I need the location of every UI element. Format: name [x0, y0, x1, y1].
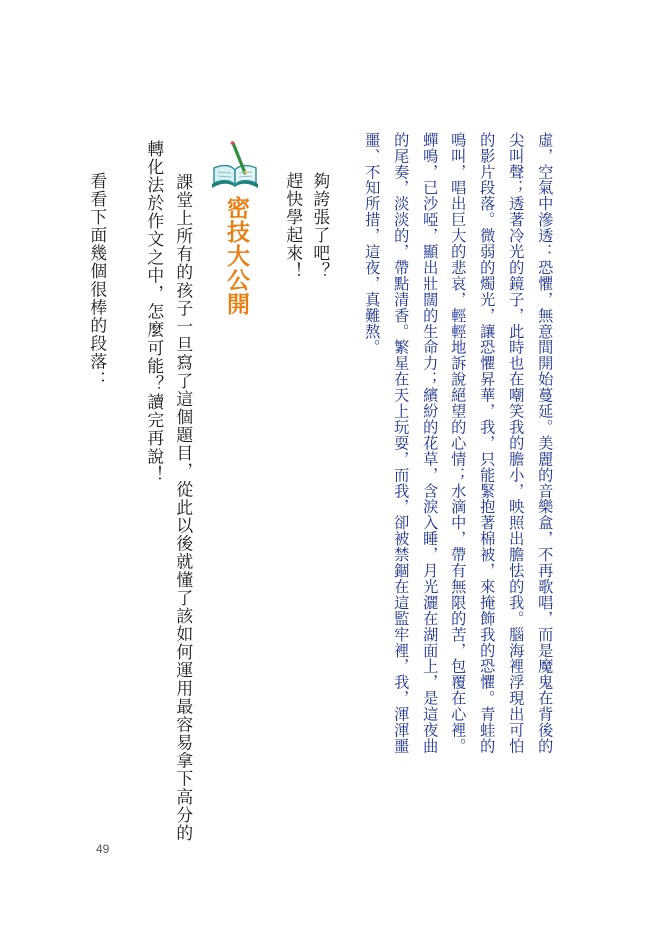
story-line-4: 鳴叫，唱出巨大的悲哀，輕輕地訴說絕望的心情；水滴中，帶有無限的苦，包覆在心裡。	[449, 132, 468, 755]
body-line-3: 看看下面幾個很棒的段落：	[87, 172, 108, 390]
story-line-6: 的尾奏，淡淡的，帶點清香。繁星在天上玩耍，而我，卻被禁錮在這監牢裡，我，渾渾噩	[392, 132, 411, 755]
page-number: 49	[96, 842, 110, 856]
commentary-line-2: 趕快學起來！	[283, 172, 304, 281]
section-title: 密技大公開	[223, 196, 249, 316]
story-line-2: 尖叫聲；透著冷光的鏡子，此時也在嘲笑我的膽小，映照出膽怯的我。腦海裡浮現出可怕	[507, 132, 526, 755]
story-line-3: 的影片段落。微弱的燭光，讓恐懼昇華，我，只能緊抱著棉被，來掩飾我的恐懼。青蛙的	[478, 132, 497, 755]
commentary-line-1: 夠誇張了吧？	[310, 172, 331, 281]
story-line-5: 蟬鳴，已沙啞，顯出壯闊的生命力；繽紛的花草，含淚入睡，月光灑在湖面上，是這夜曲	[421, 132, 440, 755]
open-book-with-pencil-icon	[206, 140, 264, 190]
body-line-2: 轉化法於作文之中，怎麼可能？讀完再說！	[144, 140, 165, 484]
story-line-1: 虛，空氣中滲透：恐懼，無意間開始蔓延。美麗的音樂盒，不再歌唱，而是魔鬼在背後的	[536, 132, 555, 755]
story-line-7: 噩、不知所措，這夜，真難熬。	[363, 132, 382, 356]
body-line-1: 課堂上所有的孩子一旦寫了這個題目，從此以後就懂了該如何運用最容易拿下高分的	[173, 173, 194, 843]
